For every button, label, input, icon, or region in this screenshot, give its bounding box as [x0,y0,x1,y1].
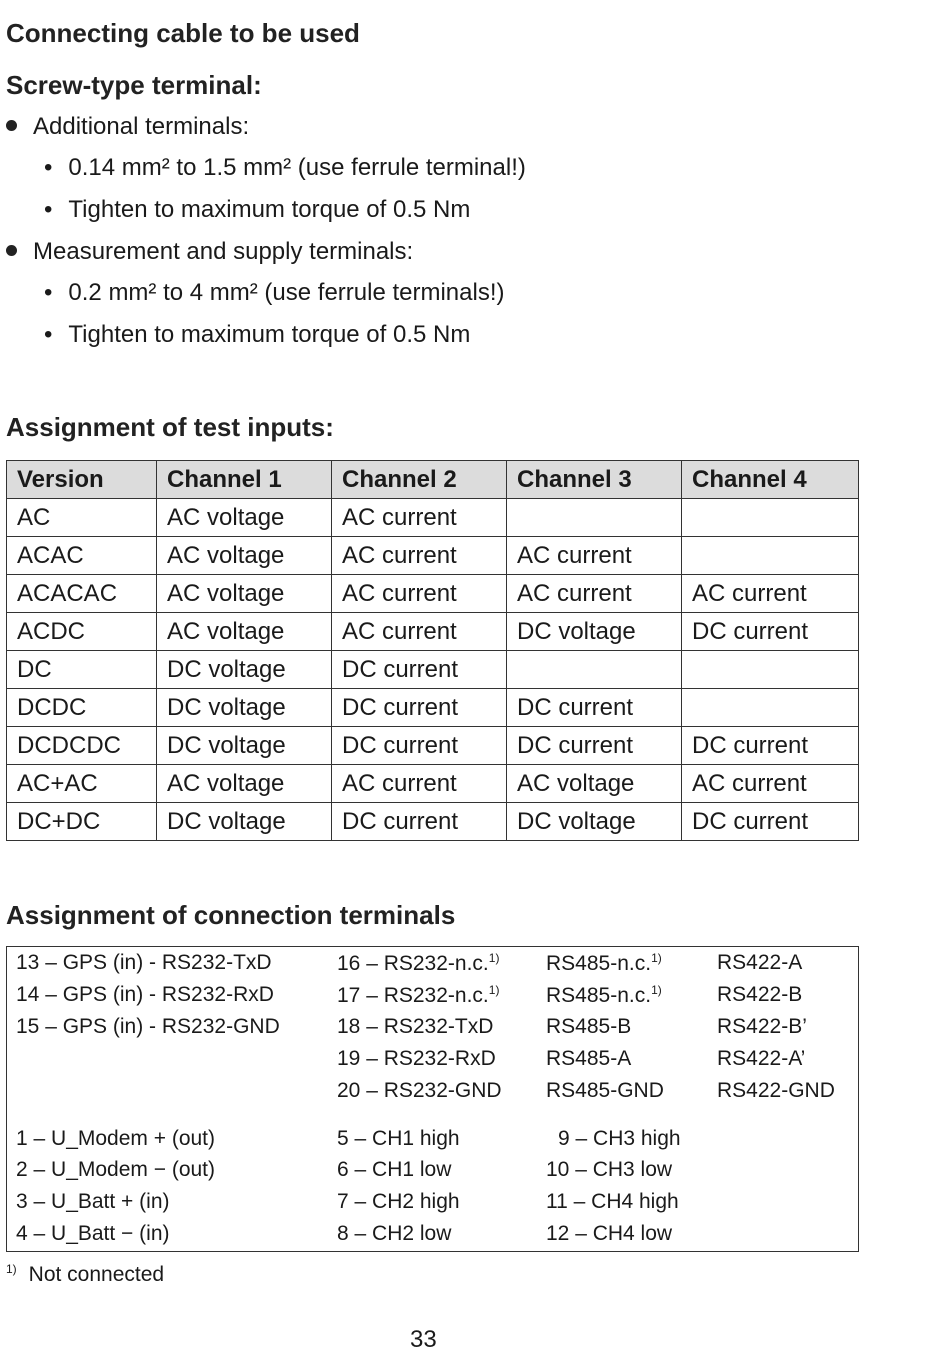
terminal-entry: 1 – U_Modem + (out) [16,1127,216,1150]
table-row [7,651,859,689]
footnote-ref: 1) [488,951,500,965]
connection-terminals-box [6,946,859,1252]
table-cell: DC current [682,613,859,651]
terminal-label: RS485-n.c. [546,984,652,1007]
table-cell: AC current [682,765,859,803]
table-cell: ACACAC [7,575,157,613]
table-cell [507,499,682,537]
table-cell: DC voltage [157,727,332,765]
sub-bullet-text: Tighten to maximum torque of 0.5 Nm [68,196,471,223]
table-cell [682,689,859,727]
terminal-entry: 9 – CH3 high [558,1127,681,1150]
terminal-label: RS422-A [717,951,803,974]
test-inputs-table [6,460,859,841]
terminal-label: 13 – GPS (in) - RS232-TxD [16,951,272,974]
terminal-entry: 12 – CH4 low [546,1222,673,1245]
table-row [7,765,859,803]
terminal-entry [16,983,274,1007]
terminal-label: RS485-n.c. [546,952,652,975]
terminal-entry [337,1079,502,1103]
footnote-ref: 1) [651,951,662,965]
sub-bullet-text: 0.14 mm² to 1.5 mm² (use ferrule terminal!) [68,154,526,181]
table-cell: DC current [682,727,859,765]
sub-bullet [44,321,470,349]
terminal-label: 18 – RS232-TxD [337,1015,494,1038]
bullet-measurement-terminals [6,238,413,266]
small-bullet-icon: • [44,154,53,181]
table-cell [682,499,859,537]
page-number: 33 [410,1326,437,1353]
table-row [7,613,859,651]
terminal-label: RS422-GND [717,1079,835,1102]
small-bullet-icon: • [44,196,53,223]
terminal-label: 15 – GPS (in) - RS232-GND [16,1015,280,1038]
footnote-ref: 1) [488,983,500,997]
table-cell: AC current [507,575,682,613]
footnote-mark: 1) [6,1262,17,1276]
terminal-entry [337,983,499,1008]
terminal-entry [337,1015,493,1039]
terminal-entry [717,1079,835,1103]
table-cell: DC voltage [157,651,332,689]
terminal-entry [546,1079,664,1103]
terminals-heading: Assignment of connection terminals [6,900,456,930]
terminal-label: 14 – GPS (in) - RS232-RxD [16,983,274,1006]
table-cell: DC+DC [7,803,157,841]
terminal-label: RS422-B’ [717,1015,807,1038]
terminal-entry: 3 – U_Batt + (in) [16,1190,170,1213]
terminal-entry [16,951,272,975]
table-cell: AC current [332,537,507,575]
table-cell [682,537,859,575]
table-row [7,803,859,841]
table-cell: DC current [332,727,507,765]
terminal-entry [546,983,662,1008]
footnote [6,1262,164,1287]
sub-bullet [44,196,470,224]
table-cell [682,651,859,689]
table-cell: AC current [332,613,507,651]
table-cell [507,651,682,689]
table-cell: AC current [332,765,507,803]
column-header: Channel 1 [157,461,332,499]
terminal-entry [546,1015,631,1039]
terminal-entry [337,1047,496,1071]
table-cell: AC+AC [7,765,157,803]
table-header-row [7,461,859,499]
terminal-label: RS485-A [546,1047,632,1070]
column-header: Channel 4 [682,461,859,499]
table-cell: AC current [332,499,507,537]
table-cell: DC [7,651,157,689]
column-header: Version [7,461,157,499]
terminal-label: RS422-B [717,983,803,1006]
table-cell: DC current [507,689,682,727]
table-cell: AC voltage [157,499,332,537]
terminal-label: RS485-GND [546,1079,664,1102]
test-inputs-heading: Assignment of test inputs: [6,412,334,442]
table-row [7,727,859,765]
column-header: Channel 2 [332,461,507,499]
table-cell: AC [7,499,157,537]
table-cell: AC voltage [157,613,332,651]
small-bullet-icon: • [44,279,53,306]
table-cell: AC current [332,575,507,613]
terminal-entry [717,1015,807,1039]
table-cell: DC current [332,651,507,689]
bullet-label: Additional terminals: [33,113,250,140]
screw-terminal-heading: Screw-type terminal: [6,70,262,100]
terminal-entry [717,983,802,1007]
sub-bullet [44,279,505,307]
terminal-entry [546,951,662,976]
terminal-entry: 5 – CH1 high [337,1127,460,1150]
table-cell: DCDC [7,689,157,727]
terminal-label: 19 – RS232-RxD [337,1047,496,1070]
table-cell: AC voltage [157,575,332,613]
table-cell: AC voltage [157,537,332,575]
terminal-label: 17 – RS232-n.c. [337,984,489,1007]
terminal-entry [337,951,499,976]
bullet-dot-icon [6,245,17,256]
table-cell: AC voltage [157,765,332,803]
terminal-entry: 2 – U_Modem − (out) [16,1158,216,1181]
terminal-entry [717,951,802,975]
table-cell: DCDCDC [7,727,157,765]
sub-bullet-text: 0.2 mm² to 4 mm² (use ferrule terminals!) [68,279,505,306]
terminal-entry: 7 – CH2 high [337,1190,460,1213]
terminal-entry: 10 – CH3 low [546,1158,673,1181]
table-cell: DC current [682,803,859,841]
table-row [7,499,859,537]
terminal-label: 16 – RS232-n.c. [337,952,489,975]
table-cell: DC voltage [157,803,332,841]
terminal-entry: 6 – CH1 low [337,1158,452,1181]
bullet-dot-icon [6,120,17,131]
footnote-ref: 1) [651,983,662,997]
terminal-entry [717,1047,805,1071]
terminal-label: 20 – RS232-GND [337,1079,502,1102]
table-cell: DC current [332,689,507,727]
terminal-label: RS422-A’ [717,1047,806,1070]
table-cell: AC current [507,537,682,575]
table-cell: DC current [507,727,682,765]
table-cell: ACDC [7,613,157,651]
sub-bullet [44,154,526,182]
table-cell: AC voltage [507,765,682,803]
table-cell: DC current [332,803,507,841]
table-cell: ACAC [7,537,157,575]
footnote-text: Not connected [28,1263,165,1286]
terminal-entry [16,1015,280,1039]
column-header: Channel 3 [507,461,682,499]
terminal-entry: 11 – CH4 high [546,1190,679,1213]
page-title: Connecting cable to be used [6,18,360,48]
bullet-label: Measurement and supply terminals: [33,238,414,265]
table-cell: AC current [682,575,859,613]
table-cell: DC voltage [507,803,682,841]
terminal-entry: 4 – U_Batt − (in) [16,1222,170,1245]
table-row [7,575,859,613]
terminal-entry: 8 – CH2 low [337,1222,452,1245]
small-bullet-icon: • [44,321,53,348]
bullet-additional-terminals [6,113,249,141]
table-cell: DC voltage [507,613,682,651]
table-row [7,689,859,727]
terminal-entry [546,1047,631,1071]
table-row [7,537,859,575]
terminal-label: RS485-B [546,1015,632,1038]
table-cell: DC voltage [157,689,332,727]
sub-bullet-text: Tighten to maximum torque of 0.5 Nm [68,321,471,348]
